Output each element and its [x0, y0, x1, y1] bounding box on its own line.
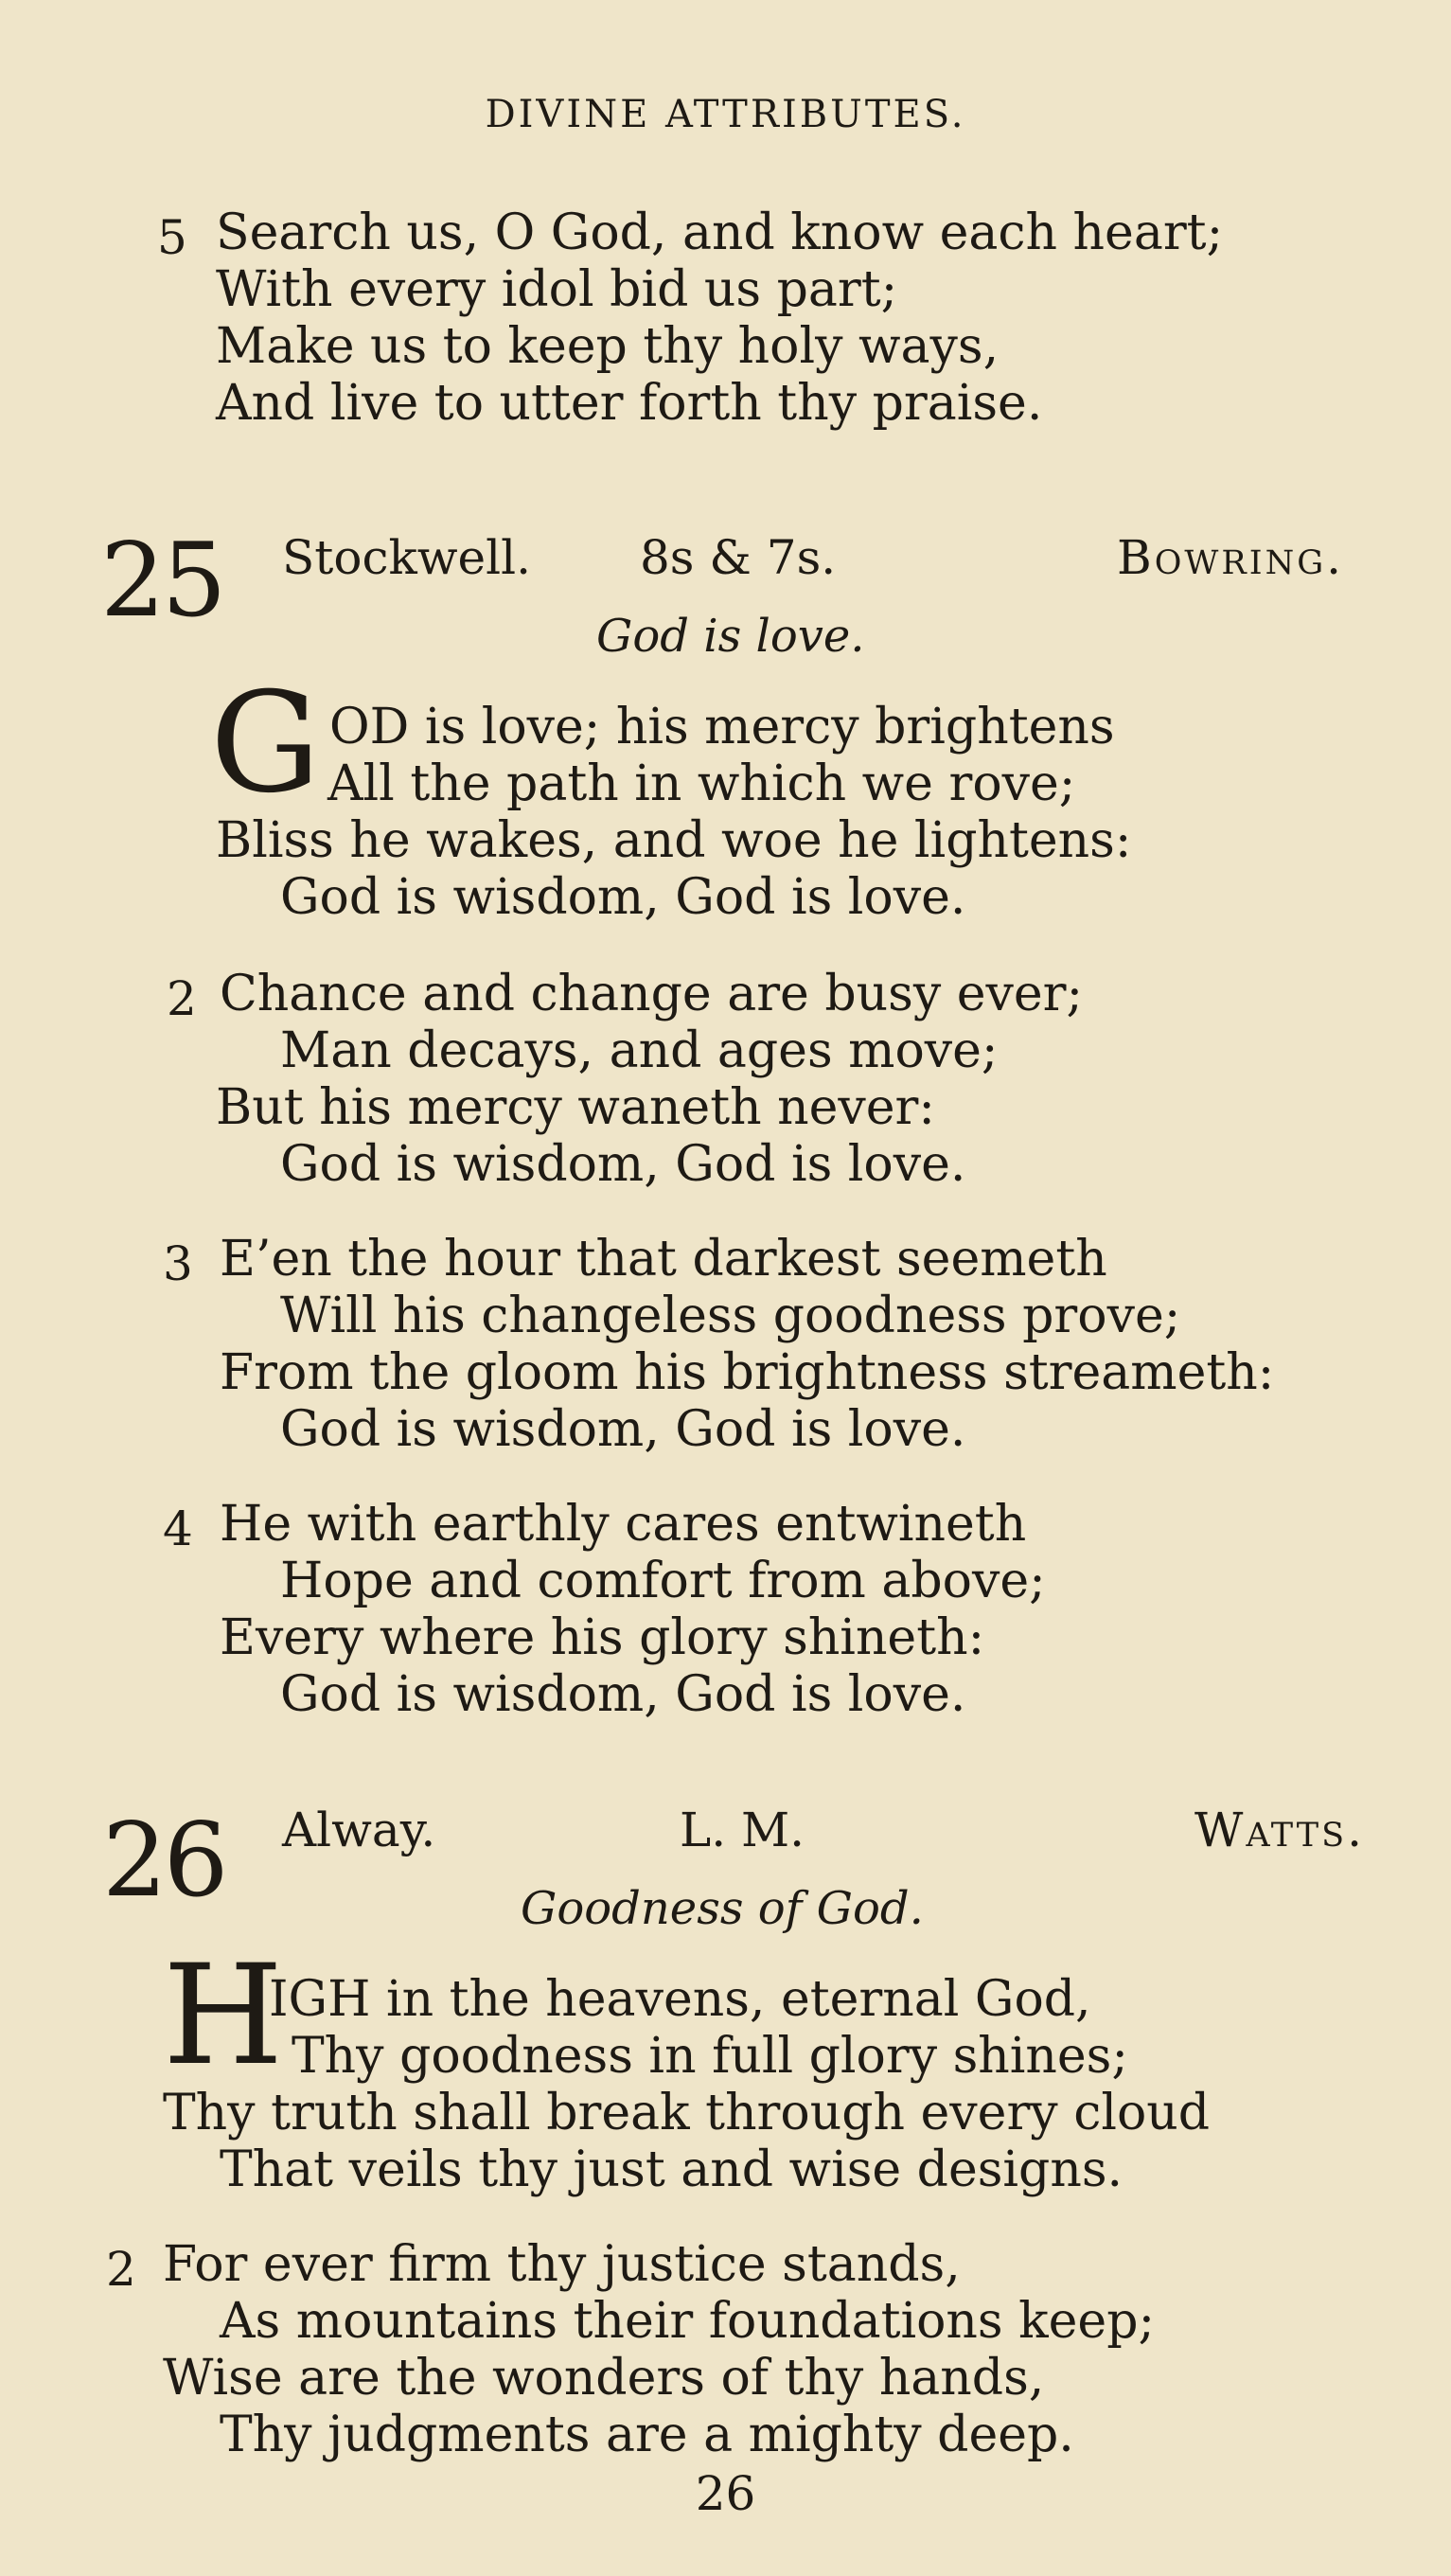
hymn-number: 26 — [102, 1802, 225, 1920]
verse-number: 4 — [163, 1501, 193, 1556]
verse-line: But his mercy waneth never: — [216, 1079, 935, 1136]
drop-cap: G — [210, 663, 321, 824]
verse-line: That veils thy just and wise designs. — [220, 2141, 1124, 2198]
hymn-subtitle: Goodness of God. — [521, 1882, 924, 1935]
verse-line: Chance and change are busy ever; — [220, 966, 1084, 1022]
verse-line: IGH in the heavens, eternal God, — [269, 1971, 1091, 2028]
tune-name: Alway. — [282, 1803, 436, 1857]
verse-line: From the gloom his brightness streameth: — [220, 1344, 1275, 1401]
drop-cap: H — [163, 1935, 284, 2096]
verse-line: God is wisdom, God is love. — [280, 1666, 966, 1723]
author: Watts. — [1194, 1803, 1365, 1857]
verse-line: Man decays, and ages move; — [280, 1022, 999, 1079]
verse-line: God is wisdom, God is love. — [280, 869, 966, 926]
verse-line: OD is love; his mercy brightens — [329, 699, 1115, 755]
verse-line: Thy judgments are a mighty deep. — [220, 2407, 1074, 2463]
verse-number: 2 — [167, 971, 197, 1026]
verse-line: Every where his glory shineth: — [220, 1609, 985, 1666]
verse-line: God is wisdom, God is love. — [280, 1401, 966, 1458]
verse-number: 5 — [157, 210, 187, 265]
hymn-subtitle: God is love. — [596, 610, 865, 663]
verse-line: And live to utter forth thy praise. — [216, 375, 1043, 432]
verse-line: Make us to keep thy holy ways, — [216, 318, 1000, 375]
meter: 8s & 7s. — [640, 530, 837, 585]
meter: L. M. — [680, 1803, 805, 1857]
verse-line: All the path in which we rove; — [327, 755, 1076, 812]
verse-line: With every idol bid us part; — [216, 261, 898, 318]
verse-number: 2 — [106, 2242, 136, 2297]
verse-line: For ever firm thy justice stands, — [163, 2236, 961, 2293]
verse-number: 3 — [163, 1236, 193, 1291]
author: Bowring. — [1117, 530, 1345, 585]
hymn-number: 25 — [100, 522, 223, 640]
verse-line: Thy goodness in full glory shines; — [292, 2028, 1128, 2085]
page-number: 26 — [695, 2466, 756, 2521]
verse-line: E’en the hour that darkest seemeth — [220, 1231, 1107, 1288]
running-head: DIVINE ATTRIBUTES. — [485, 93, 966, 136]
verse-line: As mountains their foundations keep; — [220, 2293, 1155, 2350]
verse-line: Hope and comfort from above; — [280, 1553, 1046, 1609]
verse-line: He with earthly cares entwineth — [220, 1496, 1027, 1553]
tune-name: Stockwell. — [282, 530, 532, 585]
verse-line: Wise are the wonders of thy hands, — [163, 2350, 1045, 2407]
verse-line: Search us, O God, and know each heart; — [216, 204, 1224, 261]
verse-line: God is wisdom, God is love. — [280, 1136, 966, 1193]
verse-line: Will his changeless goodness prove; — [280, 1288, 1181, 1344]
verse-line: Thy truth shall break through every cloud — [163, 2085, 1211, 2141]
verse-line: Bliss he wakes, and woe he lightens: — [216, 812, 1132, 869]
